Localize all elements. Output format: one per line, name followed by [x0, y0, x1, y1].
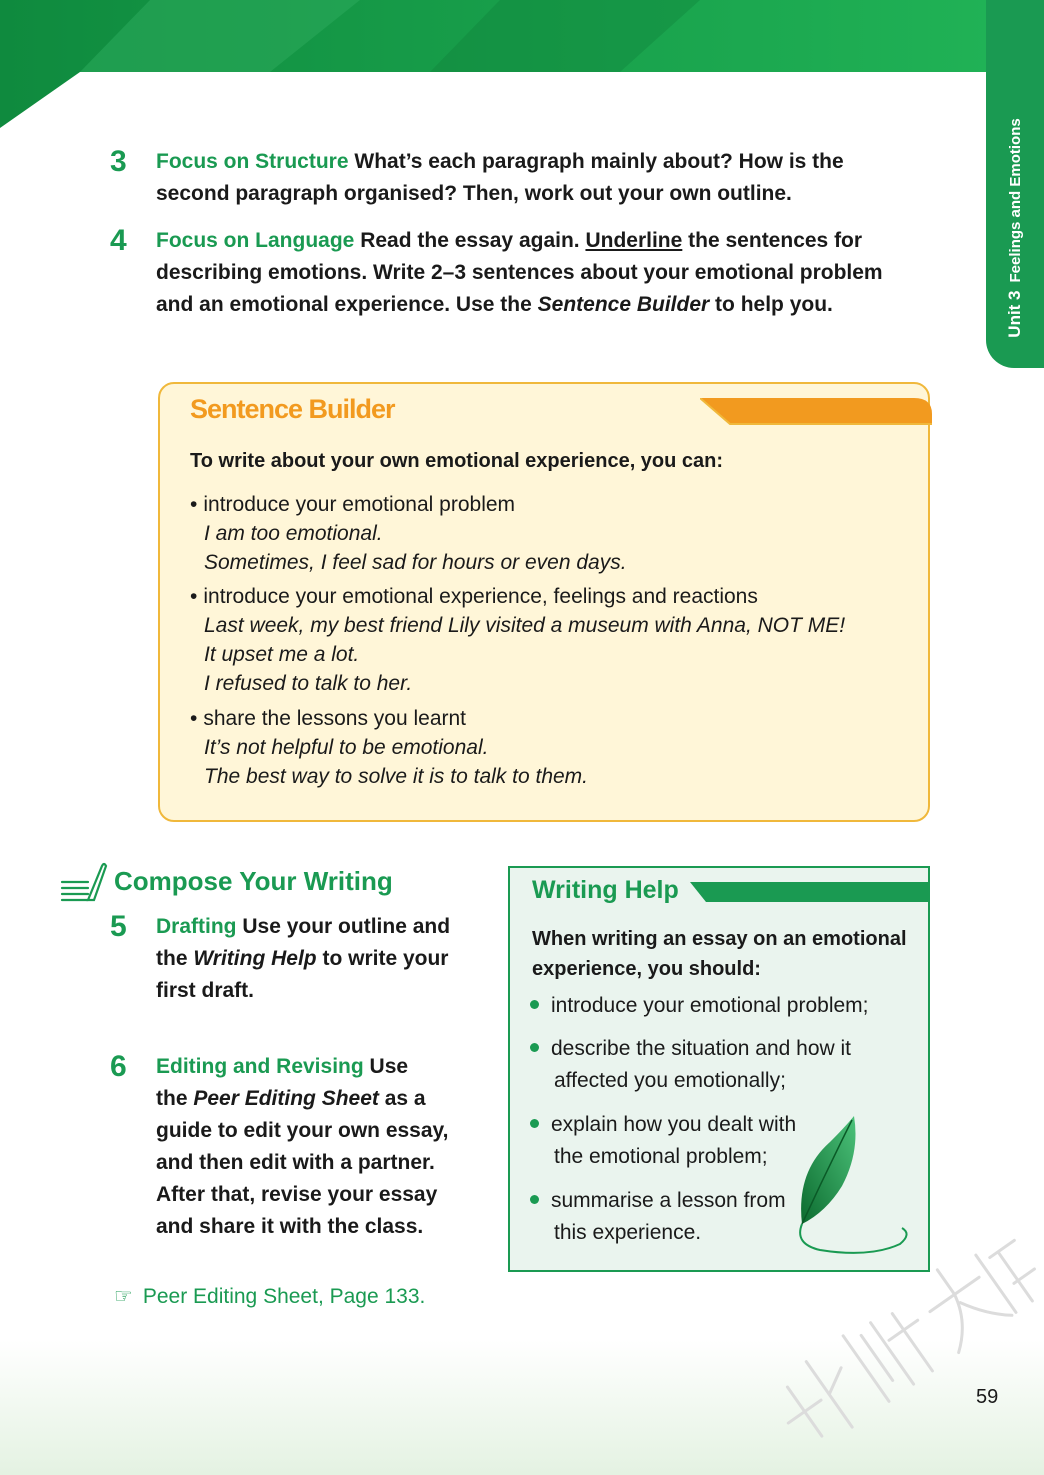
- task-text: and an emotional experience. Use the: [156, 293, 532, 316]
- task-text: second paragraph organised? Then, work out your own outline.: [156, 182, 792, 205]
- task-label: Focus on Structure: [156, 150, 349, 173]
- task-text: the: [156, 1087, 188, 1110]
- example-sentence: It’s not helpful to be emotional.: [204, 736, 489, 759]
- writing-help-title: Writing Help: [532, 876, 679, 904]
- peer-editing-reference[interactable]: [114, 1284, 425, 1309]
- example-sentence: I am too emotional.: [204, 522, 383, 545]
- task-text-italic: Sentence Builder: [537, 293, 710, 316]
- page-number: 59: [976, 1386, 999, 1408]
- sentence-builder-title: Sentence Builder: [190, 394, 395, 424]
- task-4: [110, 225, 883, 321]
- pen-and-paper-icon: [58, 860, 108, 908]
- pointing-hand-icon: ☞: [114, 1285, 133, 1308]
- top-banner: [0, 0, 1044, 130]
- writing-help-intro: When writing an essay on an emotional experience, you should:: [532, 928, 907, 980]
- example-sentence: It upset me a lot.: [204, 643, 360, 666]
- reference-text: Peer Editing Sheet, Page 133.: [142, 1285, 426, 1308]
- task-text: and share it with the class.: [156, 1215, 424, 1238]
- example-sentence: The best way to solve it is to talk to them.: [204, 765, 588, 788]
- task-number: 6: [110, 1050, 127, 1083]
- task-label: Drafting: [156, 915, 237, 938]
- task-6: [110, 1051, 470, 1243]
- example-sentence: Sometimes, I feel sad for hours or even days.: [204, 551, 627, 574]
- task-number: 4: [110, 224, 127, 257]
- sentence-builder-group: • introduce your emotional experience, feelings and reactions Last week, my best friend Lily visited a museum with Anna, NOT ME! It upset me a lot. I refused to talk to her.: [190, 582, 845, 698]
- task-text: as a: [384, 1087, 426, 1110]
- task-text: describing emotions. Write 2–3 sentences about your emotional problem: [156, 261, 883, 284]
- task-5: [110, 911, 470, 1007]
- writing-help-tab-decoration: [690, 882, 930, 902]
- task-text: to write your: [322, 947, 449, 970]
- task-label: Focus on Language: [156, 229, 355, 252]
- bullet-dot: [530, 1043, 539, 1052]
- unit-side-tab-label: Unit 3Feelings and Emotions: [1005, 118, 1024, 338]
- task-text: guide to edit your own essay,: [156, 1119, 449, 1142]
- task-text: to help you.: [715, 293, 833, 316]
- underline-word: Underline: [585, 229, 683, 252]
- task-number: 5: [110, 910, 127, 943]
- compose-heading: Compose Your Writing: [114, 866, 393, 896]
- task-text: Use your outline and: [242, 915, 451, 938]
- task-text: first draft.: [156, 979, 255, 1002]
- bullet-dot: [530, 1195, 539, 1204]
- task-text: Read the essay again.: [360, 229, 580, 252]
- task-text: the: [156, 947, 188, 970]
- group-heading: share the lessons you learnt: [203, 707, 467, 730]
- task-label: Editing and Revising: [156, 1055, 364, 1078]
- example-sentence: I refused to talk to her.: [204, 672, 413, 695]
- task-number: 3: [110, 145, 127, 178]
- example-sentence: Last week, my best friend Lily visited a museum with Anna, NOT ME!: [204, 614, 846, 637]
- group-heading: introduce your emotional experience, feelings and reactions: [203, 585, 758, 608]
- task-text: After that, revise your essay: [156, 1183, 438, 1206]
- task-text: What’s each paragraph mainly about? How is the: [354, 150, 844, 173]
- sentence-builder-group: • introduce your emotional problem I am too emotional. Sometimes, I feel sad for hours or even days.: [190, 490, 627, 577]
- task-text-italic: Peer Editing Sheet: [193, 1087, 379, 1110]
- writing-help-item: introduce your emotional problem;: [530, 990, 869, 1022]
- task-text: Use: [369, 1055, 409, 1078]
- writing-help-item: describe the situation and how it affected you emotionally;: [530, 1033, 851, 1097]
- sentence-builder-intro: To write about your own emotional experience, you can:: [190, 450, 724, 472]
- task-3: [110, 146, 844, 210]
- bullet-dot: [530, 1119, 539, 1128]
- task-text-italic: Writing Help: [193, 947, 317, 970]
- publisher-watermark: [720, 1150, 1040, 1470]
- task-text: and then edit with a partner.: [156, 1151, 435, 1174]
- task-text: the sentences for: [688, 229, 863, 252]
- sentence-builder-group: • share the lessons you learnt It’s not helpful to be emotional. The best way to solve it is to talk to them.: [190, 704, 588, 791]
- writing-help-item: summarise a lesson from this experience.: [530, 1185, 786, 1249]
- group-heading: introduce your emotional problem: [203, 493, 516, 516]
- writing-help-item: explain how you dealt with the emotional problem;: [530, 1109, 796, 1173]
- sentence-builder-tab-decoration: [700, 398, 932, 434]
- bullet-dot: [530, 1000, 539, 1009]
